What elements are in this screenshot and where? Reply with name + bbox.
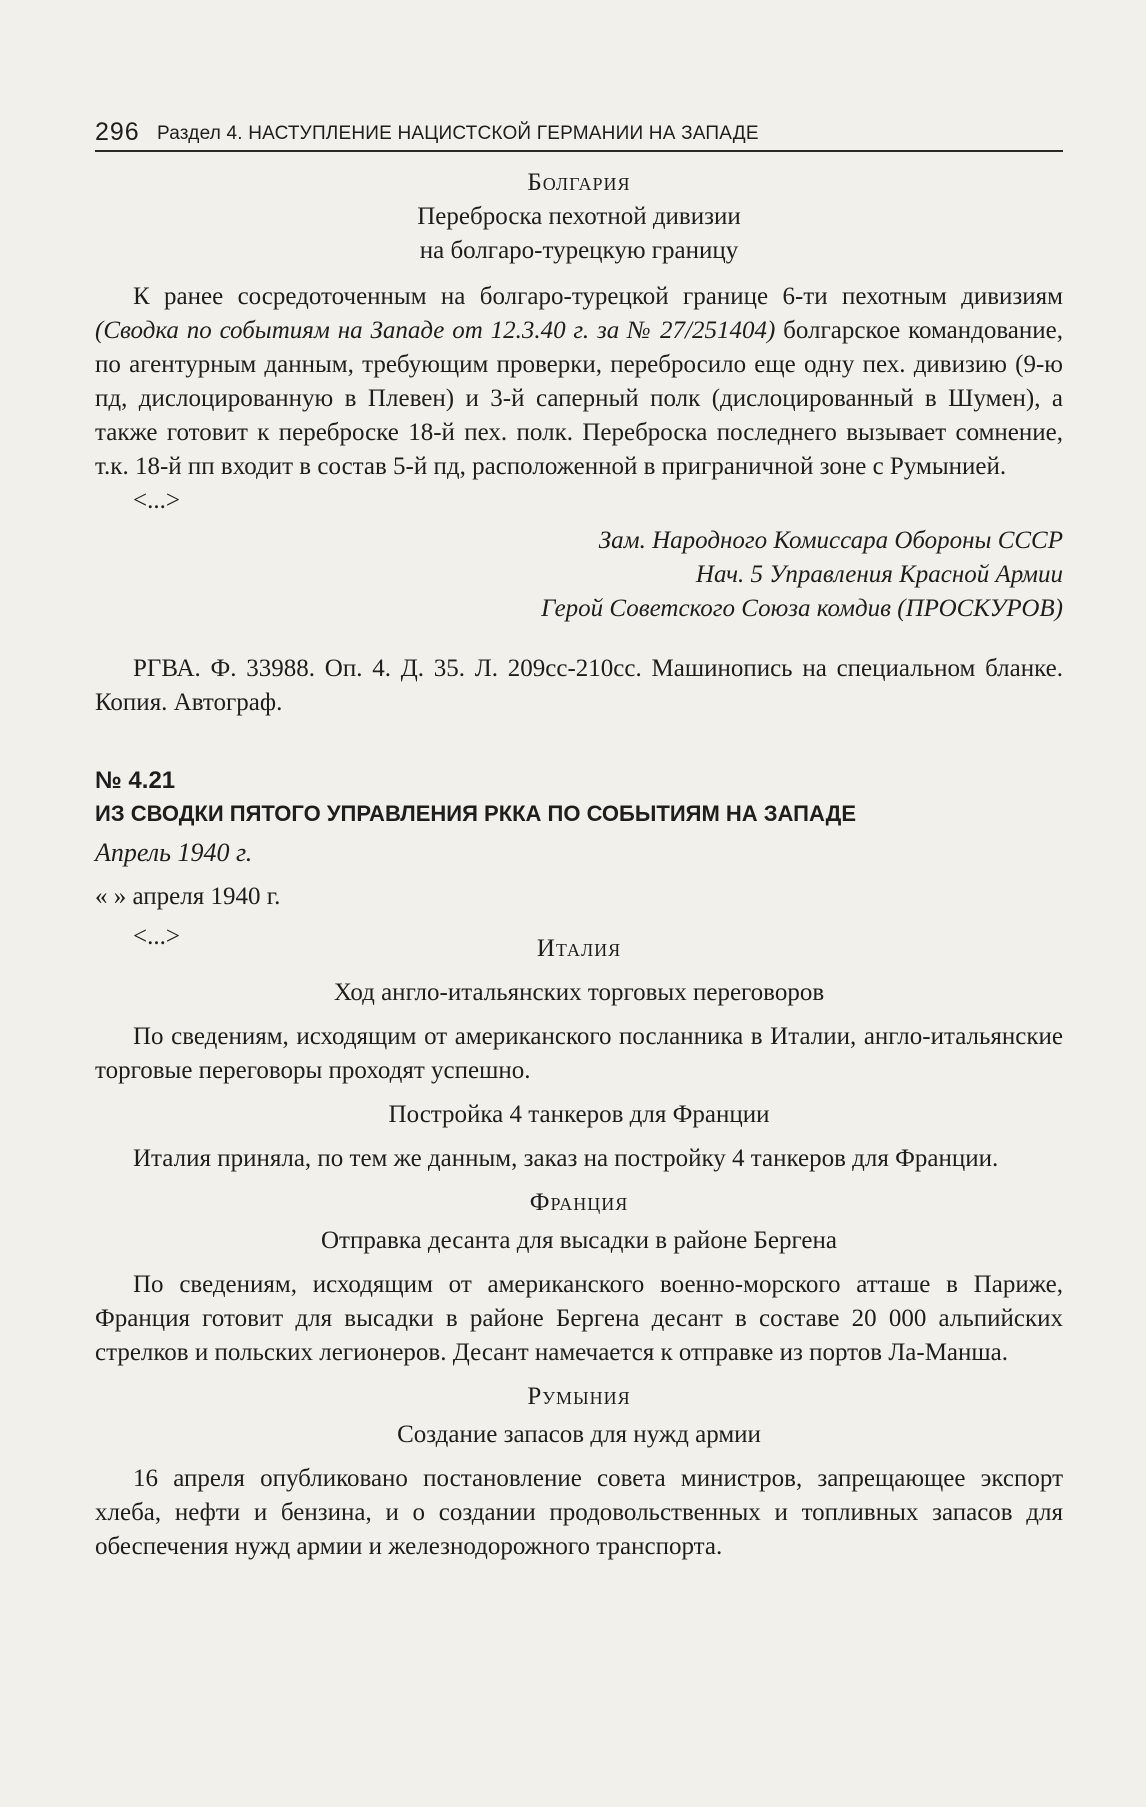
country-heading-france: Франция bbox=[529, 1189, 629, 1216]
country-heading-bulgaria: Болгария bbox=[527, 169, 631, 196]
page-header bbox=[95, 118, 1063, 152]
signature-block bbox=[95, 524, 1063, 626]
document-title: ИЗ СВОДКИ ПЯТОГО УПРАВЛЕНИЯ РККА ПО СОБЫТИЯМ НА ЗАПАДЕ bbox=[95, 801, 857, 826]
document-number: № 4.21 bbox=[95, 767, 176, 794]
paragraph-reference: (Сводка по событиям на Западе от 12.3.40 г. за № 27/251404) bbox=[95, 317, 776, 344]
omission-row bbox=[95, 920, 1063, 962]
signature-line: Герой Советского Союза комдив (ПРОСКУРОВ) bbox=[541, 595, 1063, 622]
paragraph-text: К ранее сосредоточенным на болгаро-турецкой границе 6-ти пехотным дивизиям bbox=[133, 283, 1063, 310]
archival-source: РГВА. Ф. 33988. Оп. 4. Д. 35. Л. 209сс-210сс. Машинопись на специальном бланке. Копия. Автограф. bbox=[95, 655, 1063, 716]
letter-date: « » апреля 1940 г. bbox=[95, 883, 281, 910]
signature-line: Зам. Народного Комиссара Обороны СССР bbox=[598, 527, 1063, 554]
document-date: Апрель 1940 г. bbox=[95, 838, 253, 867]
omission-mark: <...> bbox=[133, 923, 180, 950]
omission-mark: <...> bbox=[133, 487, 180, 514]
paragraph-romania: 16 апреля опубликовано постановление совета министров, запрещающее экспорт хлеба, нефти и бензина, и о создании продовольственных и топливных запасов для обеспечения нужд армии и железнодорожного транспорта. bbox=[95, 1465, 1063, 1560]
paragraph-italy-1: По сведениям, исходящим от американского посланника в Италии, англо-итальянские торговые переговоры проходят успешно. bbox=[95, 1023, 1063, 1084]
section-heading-line: на болгаро-турецкую границу bbox=[419, 237, 739, 264]
page-number: 296 bbox=[95, 118, 140, 146]
signature-line: Нач. 5 Управления Красной Армии bbox=[695, 561, 1063, 588]
paragraph-bulgaria bbox=[95, 280, 1063, 484]
section-heading-line: Переброска пехотной дивизии bbox=[417, 203, 741, 230]
paragraph-italy-2: Италия приняла, по тем же данным, заказ на постройку 4 танкеров для Франции. bbox=[133, 1145, 999, 1172]
section-heading: Отправка десанта для высадки в районе Бергена bbox=[320, 1227, 837, 1254]
paragraph-france: По сведениям, исходящим от американского военно-морского атташе в Париже, Франция готовит для высадки в районе Бергена десант в составе 20 000 альпийских стрелков и польских легионеров. Десант намечается к отправке из портов Ла-Манша. bbox=[95, 1271, 1063, 1366]
section-heading: Ход англо-итальянских торговых переговоров bbox=[333, 979, 825, 1006]
section-heading: Создание запасов для нужд армии bbox=[397, 1421, 761, 1448]
country-heading-romania: Румыния bbox=[527, 1383, 631, 1410]
page-content bbox=[95, 160, 1063, 1564]
section-heading: Постройка 4 танкеров для Франции bbox=[388, 1101, 770, 1128]
running-head: Раздел 4. НАСТУПЛЕНИЕ НАЦИСТСКОЙ ГЕРМАНИИ НА ЗАПАДЕ bbox=[157, 123, 759, 144]
paragraph-text: болгарское командование, по агентурным данным, требующим проверки, перебросило еще одну пех. дивизию (9-ю пд, дислоцированную в Плевен) и 3-й саперный полк (дислоцированный в Шумен), а также готовит к переброске 18-й пех. полк. Переброска последнего вызывает сомнение, т.к. 18-й пп входит в состав 5-й пд, расположенной в приграничной зоне с Румынией. bbox=[95, 317, 1063, 480]
country-heading-italy: Италия bbox=[536, 935, 622, 962]
